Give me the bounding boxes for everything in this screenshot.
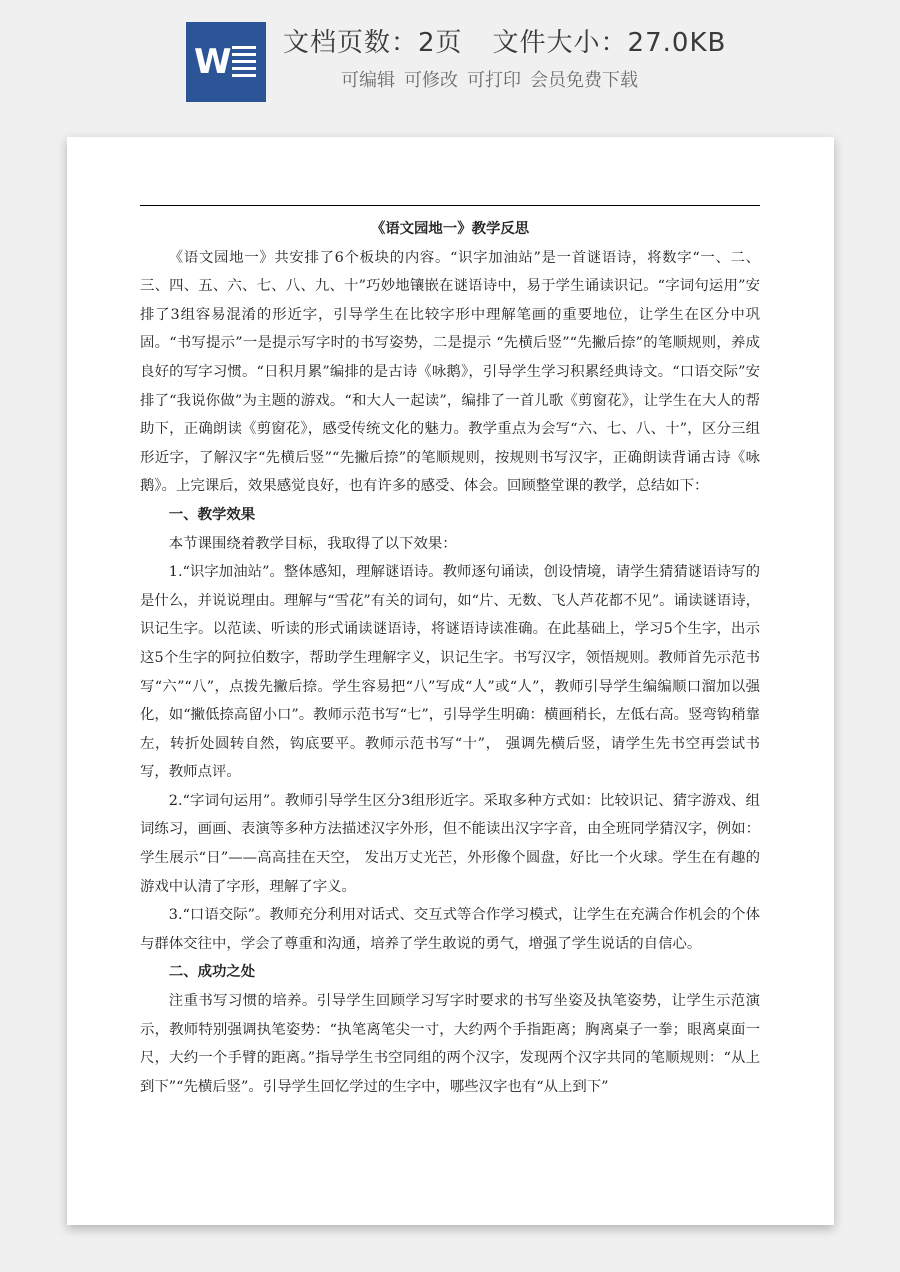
feature-printable: 可打印 <box>467 70 521 91</box>
word-icon-lines <box>232 46 256 80</box>
word-icon-letter: W <box>194 42 232 82</box>
document-info-header <box>0 0 900 120</box>
section-heading-success: 二、成功之处 <box>168 963 256 981</box>
document-meta <box>283 22 726 59</box>
page-count: 文档页数：2页 <box>283 28 463 58</box>
document-page <box>67 137 834 1225</box>
feature-member-download: 会员免费下载 <box>530 70 638 91</box>
header-rule <box>140 205 760 206</box>
word-document-icon <box>186 22 266 102</box>
document-features <box>341 66 647 92</box>
paragraph-effect-1: 1.“识字加油站”。整体感知，理解谜语诗。教师逐句诵读，创设情境，请学生猜猜谜语诗写的是什么，并说说理由。理解与“雪花”有关的词句，如“片、无数、飞人芦花都不见”。诵读谜语诗，识记生字。以范读、听读的形式诵读谜语诗，将谜语诗读准确。在此基础上，学习5个生字，出示这5个生字的阿拉伯数字，帮助学生理解字义，识记生字。书写汉字，领悟规则。教师首先示范书写“六”“八”，点拨先撇后捺。学生容易把“八”写成“人”或“人”，教师引导学生编编顺口溜加以强化，如“撇低捺高留小口”。教师示范书写“七”，引导学生明确：横画稍长，左低右高。竖弯钩稍靠左，转折处圆转自然，钩底要平。教师示范书写“十”， 强调先横后竖，请学生先书空再尝试书写，教师点评。 <box>140 564 760 781</box>
document-content <box>140 215 760 1101</box>
paragraph-intro: 《语文园地一》共安排了6个板块的内容。“识字加油站”是一首谜语诗，将数字“一、二、三、四、五、六、七、八、九、十”巧妙地镶嵌在谜语诗中，易于学生诵读识记。“字词句运用”安排了3组容易混淆的形近字，引导学生在比较字形中理解笔画的重要地位，让学生在区分中巩固。“书写提示”一是提示写字时的书写姿势，二是提示 “先横后竖”“先撇后捺”的笔顺规则，养成良好的写字习惯。“日积月累”编排的是古诗《咏鹅》，引导学生学习积累经典诗文。“口语交际”安排了“我说你做”为主题的游戏。“和大人一起读”，编排了一首儿歌《剪窗花》，让学生在大人的帮助下，正确朗读《剪窗花》，感受传统文化的魅力。教学重点为会写“六、七、八、十”，区分三组形近字，了解汉字“先横后竖”“先撇后捺”的笔顺规则，按规则书写汉字，正确朗读背诵古诗《咏鹅》。上完课后，效果感觉良好，也有许多的感受、体会。回顾整堂课的教学，总结如下： <box>140 249 760 495</box>
document-title: 《语文园地一》教学反思 <box>370 220 530 237</box>
section-heading-teaching-effect: 一、教学效果 <box>168 505 256 523</box>
feature-editable: 可编辑 <box>341 70 395 91</box>
feature-modifiable: 可修改 <box>404 70 458 91</box>
paragraph-effect-summary: 本节课围绕着教学目标，我取得了以下效果： <box>168 535 457 552</box>
paragraph-success: 注重书写习惯的培养。引导学生回顾学习写字时要求的书写坐姿及执笔姿势，让学生示范演示，教师特别强调执笔姿势：“执笔离笔尖一寸，大约两个手指距离；胸离桌子一拳；眼离桌面一尺，大约一个手臂的距离。”指导学生书空同组的两个汉字，发现两个汉字共同的笔顺规则：“从上到下”“先横后竖”。引导学生回忆学过的生字中，哪些汉字也有“从上到下” <box>140 993 760 1095</box>
paragraph-effect-2: 2.“字词句运用”。教师引导学生区分3组形近字。采取多种方式如：比较识记、猜字游戏、组词练习，画画、表演等多种方法描述汉字外形，但不能读出汉字字音，由全班同学猜汉字，例如：学生展示“日”——高高挂在天空， 发出万丈光芒，外形像个圆盘，好比一个火球。学生在有趣的游戏中认清了字形，理解了字义。 <box>140 792 760 895</box>
file-size: 文件大小：27.0KB <box>492 28 727 58</box>
paragraph-effect-3: 3.“口语交际”。教师充分利用对话式、交互式等合作学习模式，让学生在充满合作机会的个体与群体交往中，学会了尊重和沟通，培养了学生敢说的勇气，增强了学生说话的自信心。 <box>140 907 760 952</box>
